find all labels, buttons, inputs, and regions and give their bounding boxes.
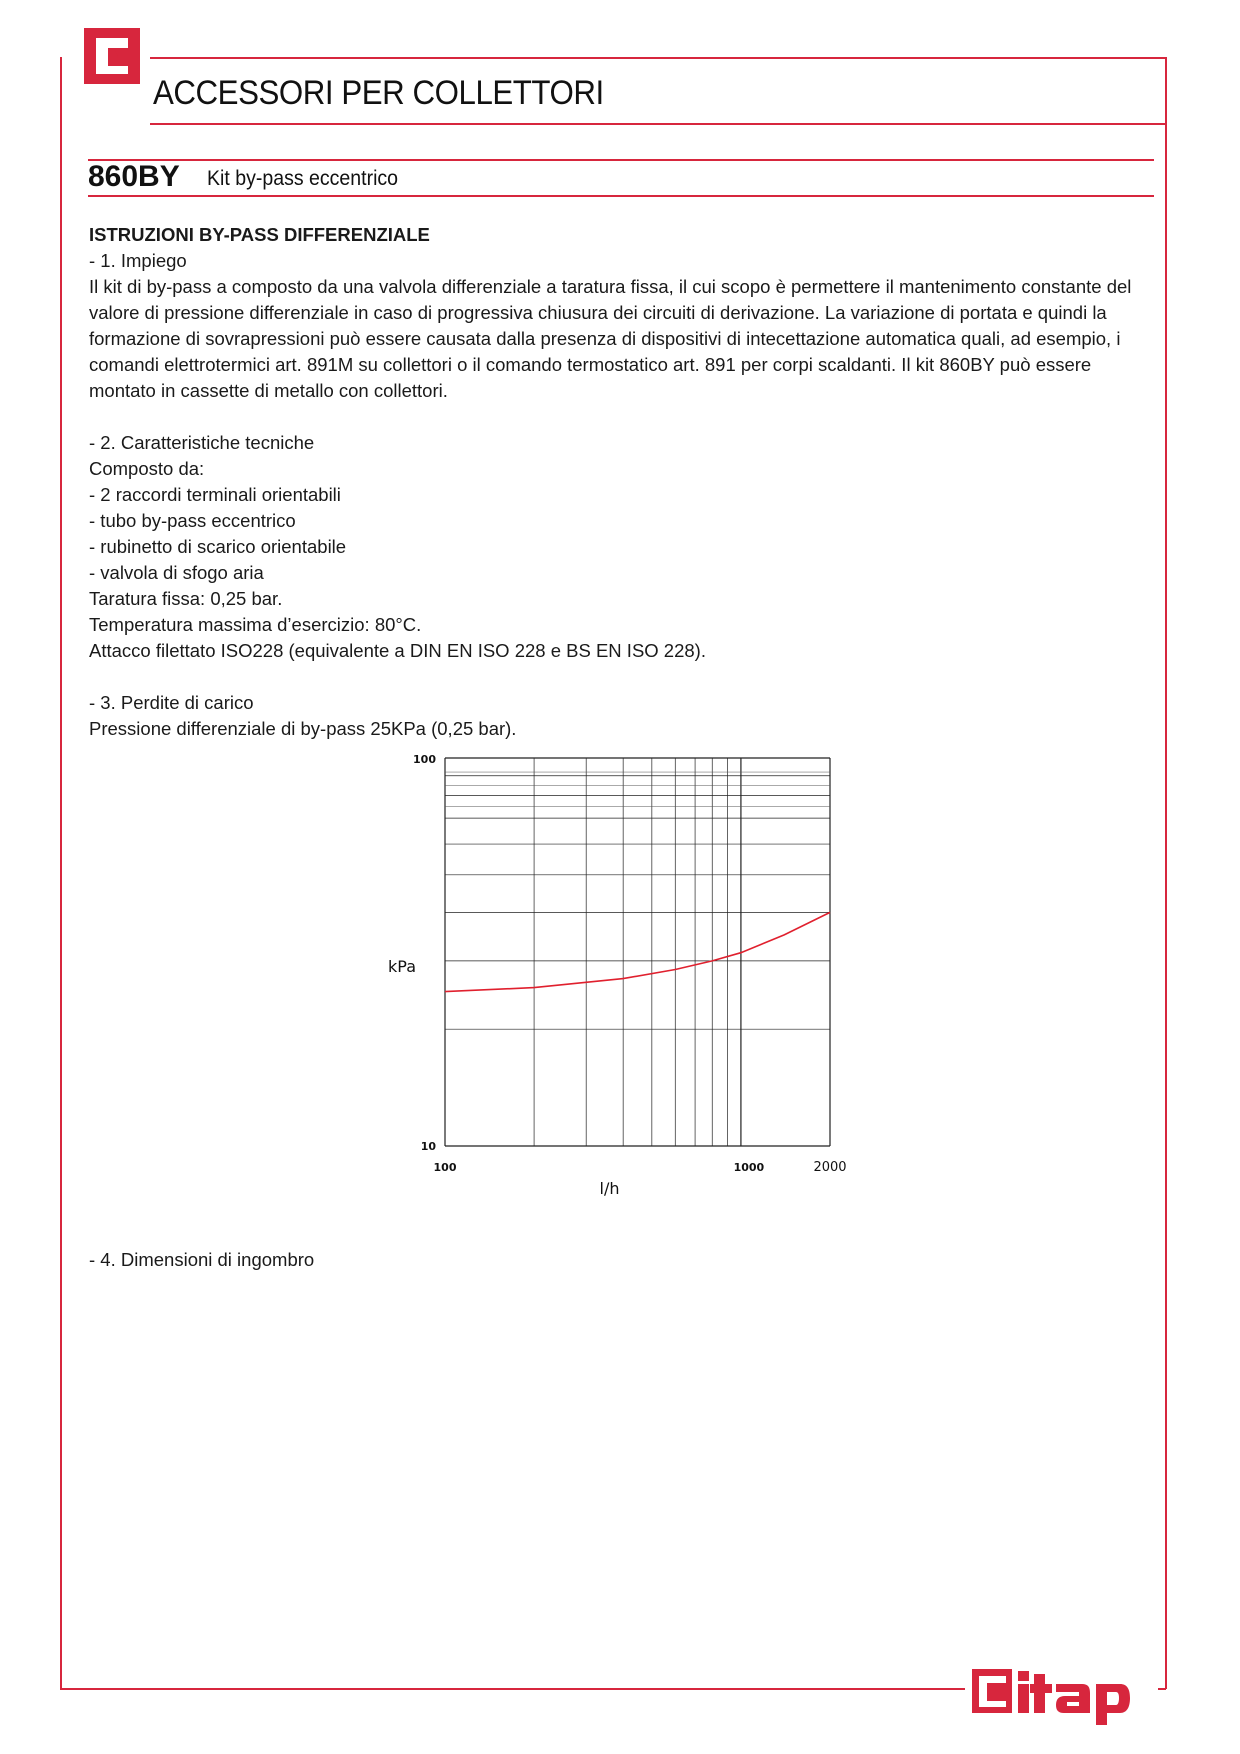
section-4-title: - 4. Dimensioni di ingombro [89,1249,315,1270]
spacer [89,404,1169,430]
chart-xtick-label: 1000 [733,1161,765,1174]
chart-series [445,912,830,991]
chart-ytick-label: 100 [413,753,436,766]
product-topline [88,159,1154,161]
section-2-line: - 2 raccordi terminali orientabili [89,484,341,505]
section-2-title: - 2. Caratteristiche tecniche [89,432,315,453]
chart-ytick-label: 10 [420,1140,436,1153]
section-3-title: - 3. Perdite di carico [89,692,254,713]
section-2-line: Composto da: [89,458,205,479]
chart-series-line [445,912,830,991]
frame-top-line [150,57,1166,59]
frame-bottom-right-line [1158,1688,1166,1690]
chart-labels [388,753,847,1198]
section-2-line: - rubinetto di scarico orientabile [89,536,347,557]
section-3-line: Pressione differenziale di by-pass 25KPa (0,25 bar). [89,718,517,739]
chart-xtick-label: 2000 [813,1160,847,1175]
product-code: 860BY [88,160,180,193]
page-title: ACCESSORI PER COLLETTORI [153,74,604,112]
chart-grid [445,758,830,1146]
section-1-line: montato in cassette di metallo con collettori. [89,380,448,401]
section-2-line: Attacco filettato ISO228 (equivalente a DIN EN ISO 228 e BS EN ISO 228). [89,640,706,661]
section-2-line: - valvola di sfogo aria [89,562,264,583]
chart-svg [380,748,860,1218]
itap-logo-icon [970,1665,1150,1729]
section-1-line: comandi elettrotermici art. 891M su collettori o il comando termostatico art. 891 per corpi scaldanti. Il kit 860BY può essere [89,354,1092,375]
spacer [89,664,1169,690]
chart-xlabel: l/h [599,1179,620,1198]
product-name: Kit by-pass eccentrico [207,167,399,190]
frame-bottom-line [60,1688,965,1690]
title-underline [150,123,1166,125]
section-2-line: Temperatura massima d’esercizio: 80°C. [89,614,422,635]
chart-xtick-label: 100 [433,1161,457,1174]
product-bottomline [88,195,1154,197]
chart-ylabel: kPa [388,957,416,976]
section-2-line: Taratura fissa: 0,25 bar. [89,588,283,609]
frame-left-line [60,57,62,1689]
brand-mark-icon [84,28,140,84]
section-2-line: - tubo by-pass eccentrico [89,510,296,531]
pressure-loss-chart [380,748,860,1218]
section-1-title: - 1. Impiego [89,250,187,271]
section-1-line: valore di pressione differenziale in caso di progressiva chiusura dei circuiti di derivazione. La variazione di portata e quindi la [89,302,1107,323]
instructions-heading: ISTRUZIONI BY-PASS DIFFERENZIALE [89,224,430,245]
instructions-body [89,222,1169,742]
brand-logo [970,1665,1150,1729]
section-1-line: formazione di sovrapressioni può essere causata dalla presenza di dispositivi di intecettazione automatica quali, ad esempio, i [89,328,1121,349]
section-1-line: Il kit di by-pass a composto da una valvola differenziale a taratura fissa, il cui scopo è permettere il mantenimento constante del [89,276,1132,297]
